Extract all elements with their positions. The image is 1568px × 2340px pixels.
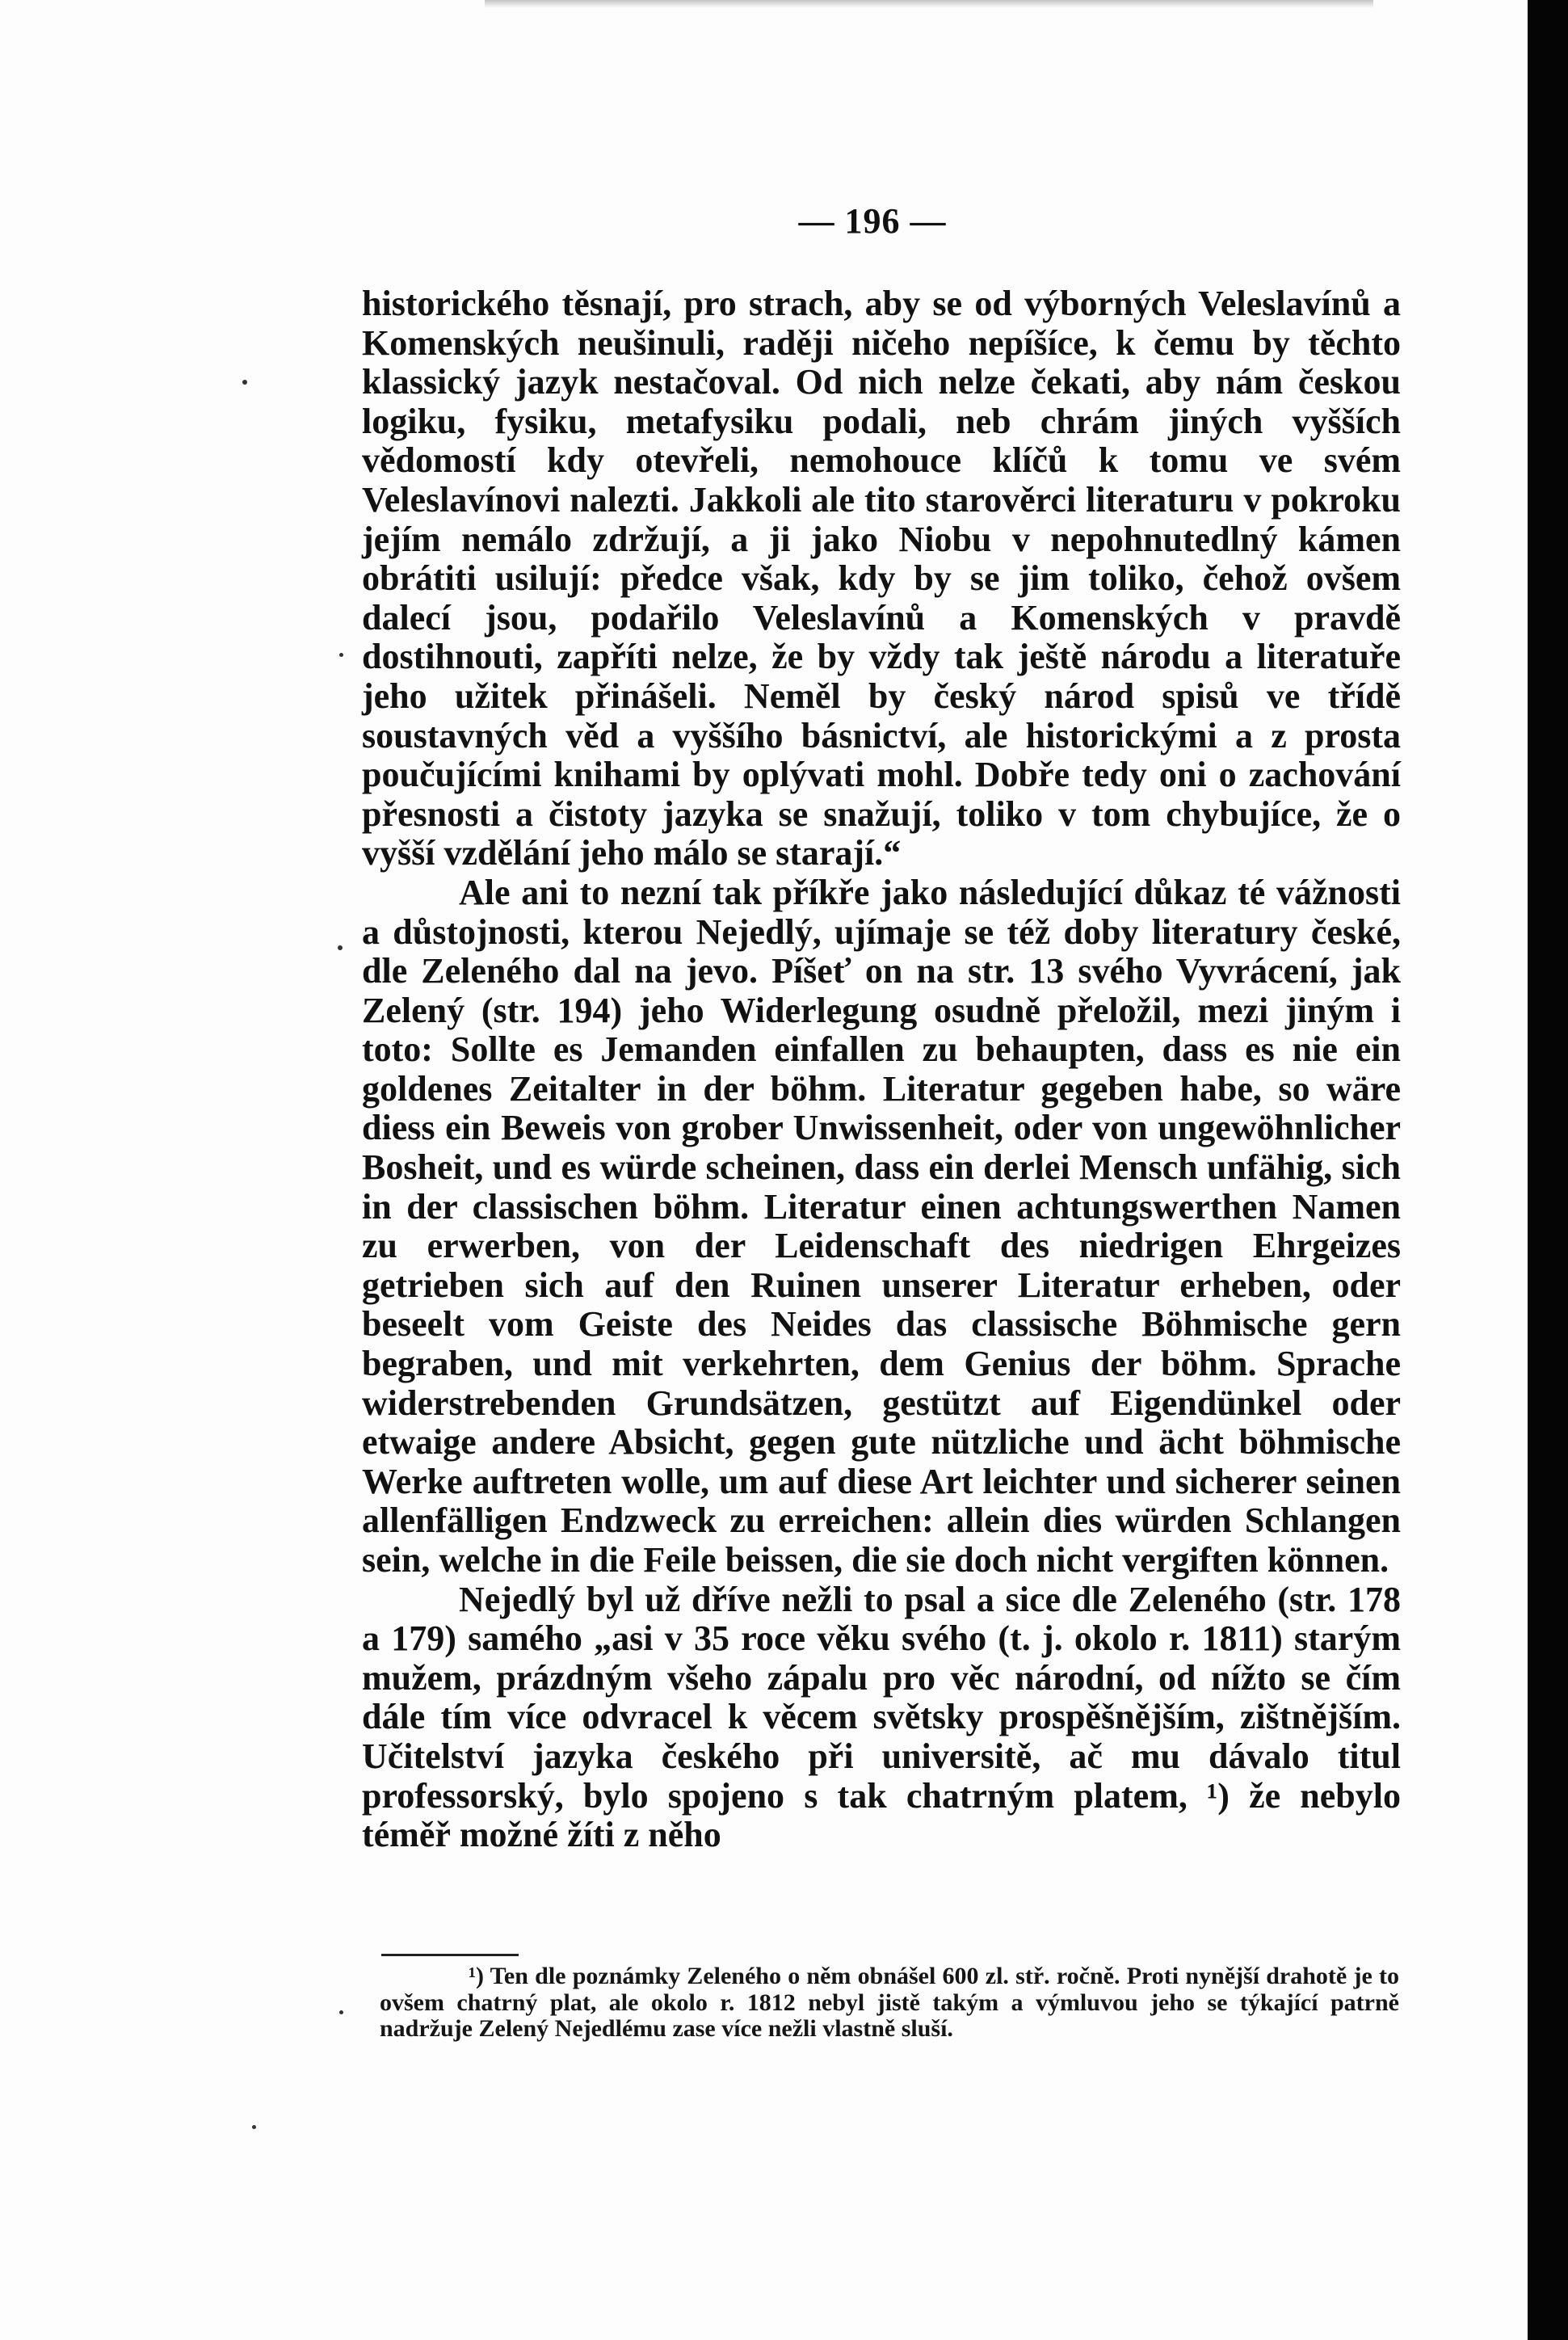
footnote-divider [381, 1954, 519, 1956]
footnote-1: ¹) Ten dle poznámky Zeleného o něm obnášel 600 zl. stř. ročně. Proti nynější drahotě je to ovšem chatrný plat, ale okolo r. 1812 nebyl jistě takým a výmluvou jeho se týkající patrně nadržuje Zelený Nejedlému zase více nežli vlastně sluší. [380, 1963, 1399, 2042]
scan-speck [338, 945, 343, 950]
scan-edge-top [485, 0, 1373, 8]
scan-speck [242, 380, 247, 385]
paragraph-1: historického těsnají, pro strach, aby se od výborných Veleslavínů a Komenských neušinuli, raději ničeho nepíšíce, k čemu by těchto klassický jazyk nestačoval. Od nich nelze čekati, aby nám českou logiku, fysiku, metafysiku podali, neb chrám jiných vyšších vědomostí kdy otevřeli, nemohouce klíčů k tomu ve svém Veleslavínovi nalezti. Jakkoli ale tito starověrci literaturu v pokroku jejím nemálo zdržují, a ji jako Niobu v nepohnutedlný kámen obrátiti usilují: předce však, kdy by se jim toliko, čehož ovšem dalecí jsou, podařilo Veleslavínů a Komenských v pravdě dostihnouti, zapříti nelze, že by vždy tak ještě národu a literatuře jeho užitek přinášeli. Neměl by český národ spisů ve třídě soustavných věd a vyššího básnictví, ale historickými a z prosta poučujícími knihami by oplývati mohl. Dobře tedy oni o zachování přesnosti a čistoty jazyka se snažují, toliko v tom chybujíce, že o vyšší vzdělání jeho málo se starají.“ [362, 284, 1401, 873]
scan-speck [339, 653, 343, 657]
scan-speck [252, 2125, 256, 2129]
main-text [362, 284, 1401, 1855]
paragraph-3: Nejedlý byl už dříve nežli to psal a sice dle Zeleného (str. 178 a 179) samého „asi v 35 roce věku svého (t. j. okolo r. 1811) starým mužem, prázdným všeho zápalu pro věc národní, od nížto se čím dále tím více odvracel k věcem světsky prospěšnějším, zištnějším. Učitelství jazyka českého při universitě, ač mu dávalo titul professorský, bylo spojeno s tak chatrným platem, ¹) že nebylo téměř možné žíti z něho [362, 1579, 1401, 1855]
scan-speck [339, 2010, 343, 2014]
paragraph-2: Ale ani to nezní tak příkře jako následující důkaz té vážnosti a důstojnosti, kterou Nejedlý, ujímaje se též doby literatury české, dle Zeleného dal na jevo. Píšeť on na str. 13 svého Vyvrácení, jak Zelený (str. 194) jeho Widerlegung osudně přeložil, mezi jiným i toto: Sollte es Jemanden einfallen zu behaupten, dass es nie ein goldenes Zeitalter in der böhm. Literatur gegeben habe, so wäre diess ein Beweis von grober Unwissenheit, oder von ungewöhnlicher Bosheit, und es würde scheinen, dass ein derlei Mensch unfähig, sich in der classischen böhm. Literatur einen achtungswerthen Namen zu erwerben, von der Leidenschaft des niedrigen Ehrgeizes getrieben sich auf den Ruinen unserer Literatur erheben, oder beseelt vom Geiste des Neides das classische Böhmische gern begraben, und mit verkehrten, dem Genius der böhm. Sprache widerstrebenden Grundsätzen, gestützt auf Eigendünkel oder etwaige andere Absicht, gegen gute nützliche und ächt böhmische Werke auftreten wolle, um auf diese Art leichter und sicherer seinen allenfälligen Endzweck zu erreichen: allein dies würden Schlangen sein, welche in die Feile beissen, die sie doch nicht vergiften können. [362, 872, 1401, 1580]
footnotes [380, 1963, 1399, 2043]
scan-edge-right [1528, 0, 1568, 2340]
page-number: — 196 — [798, 201, 947, 241]
